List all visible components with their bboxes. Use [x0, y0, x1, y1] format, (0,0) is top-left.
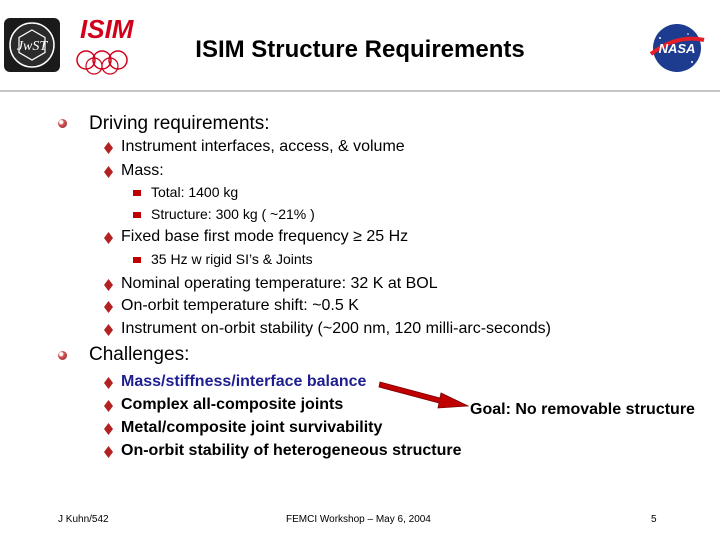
diamond-bullet-icon — [104, 377, 113, 389]
page-number: 5 — [651, 514, 657, 525]
diamond-bullet-icon — [104, 324, 113, 336]
diamond-bullet-icon — [104, 423, 113, 435]
bullet-dot-icon — [58, 119, 67, 128]
frequency-note: 35 Hz w rigid SI’s & Joints — [151, 251, 313, 267]
mass-structure: Structure: 300 kg ( ~21% ) — [151, 206, 315, 222]
challenge-item-heterogeneous: On-orbit stability of heterogeneous structure — [121, 442, 462, 459]
diamond-bullet-icon — [104, 446, 113, 458]
challenges-heading: Challenges: — [89, 344, 190, 365]
header-divider — [0, 90, 720, 92]
isim-logo-text: ISIM — [80, 14, 134, 44]
mass-total: Total: 1400 kg — [151, 184, 239, 200]
jwst-logo — [2, 14, 62, 76]
diamond-bullet-icon — [104, 279, 113, 291]
diamond-bullet-icon — [104, 400, 113, 412]
jwst-logo-text: JwST — [16, 39, 48, 54]
bullet-dot-icon — [58, 351, 67, 360]
driving-item-interfaces: Instrument interfaces, access, & volume — [121, 138, 405, 155]
diamond-bullet-icon — [104, 142, 113, 154]
nasa-logo-text: NASA — [658, 41, 696, 56]
diamond-bullet-icon — [104, 232, 113, 244]
challenge-item-joints: Complex all-composite joints — [121, 396, 344, 413]
challenge-item-balance: Mass/stiffness/interface balance — [121, 373, 367, 390]
diamond-bullet-icon — [104, 166, 113, 178]
slide-title: ISIM Structure Requirements — [195, 36, 525, 63]
goal-arrow-icon — [378, 376, 474, 412]
driving-item-stability: Instrument on-orbit stability (~200 nm, 120 milli-arc-seconds) — [121, 320, 551, 337]
nasa-logo — [646, 22, 708, 74]
driving-item-temp-shift: On-orbit temperature shift: ~0.5 K — [121, 297, 359, 314]
square-bullet-icon — [133, 212, 141, 218]
diamond-bullet-icon — [104, 301, 113, 313]
square-bullet-icon — [133, 257, 141, 263]
footer-event: FEMCI Workshop – May 6, 2004 — [286, 514, 431, 525]
goal-callout: Goal: No removable structure — [470, 401, 695, 418]
driving-item-mass: Mass: — [121, 162, 164, 179]
driving-heading: Driving requirements: — [89, 113, 270, 134]
challenge-item-survivability: Metal/composite joint survivability — [121, 419, 383, 436]
footer-author: J Kuhn/542 — [58, 514, 109, 525]
square-bullet-icon — [133, 190, 141, 196]
driving-item-frequency: Fixed base first mode frequency ≥ 25 Hz — [121, 228, 409, 245]
driving-item-temperature: Nominal operating temperature: 32 K at BOL — [121, 275, 438, 292]
